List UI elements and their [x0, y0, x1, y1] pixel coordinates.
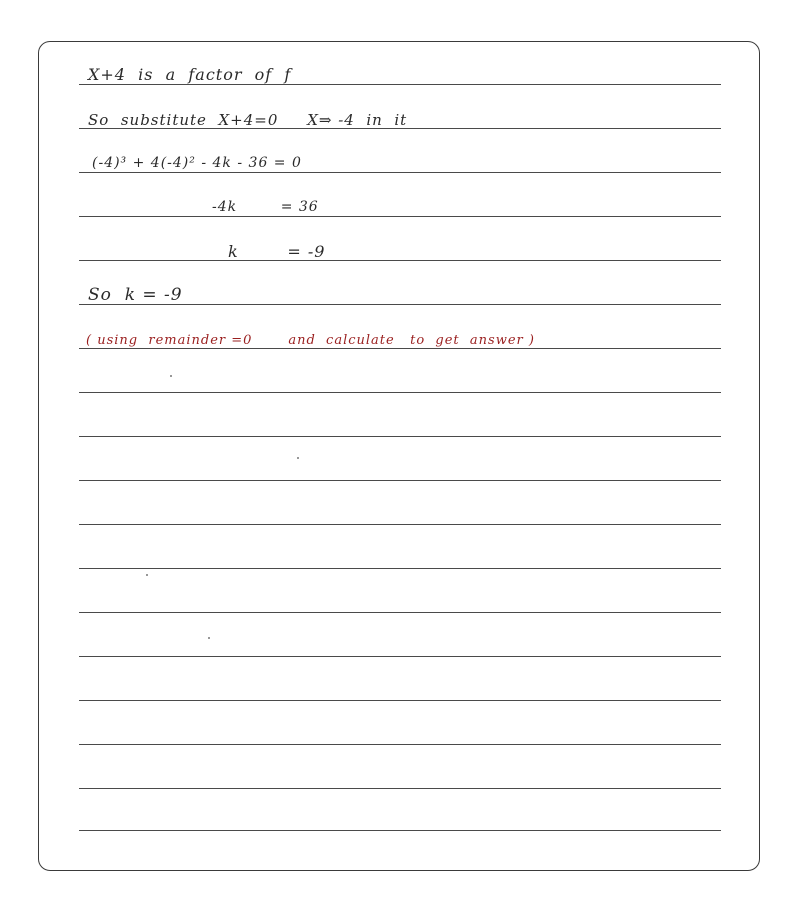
- ruled-line: [79, 480, 721, 481]
- ruled-line: [79, 260, 721, 261]
- handwritten-line-substitute: So substitute X+4=0 X⇒ -4 in it: [88, 111, 408, 129]
- ruled-line: [79, 392, 721, 393]
- ruled-line: [79, 216, 721, 217]
- paper-speck: [170, 375, 172, 377]
- ruled-line: [79, 744, 721, 745]
- red-feedback-note: ( using remainder =0 and calculate to get answer ): [86, 333, 535, 348]
- ruled-line: [79, 524, 721, 525]
- ruled-line: [79, 436, 721, 437]
- ruled-line: [79, 612, 721, 613]
- handwritten-line-solve: k = -9: [228, 242, 326, 261]
- ruled-line: [79, 788, 721, 789]
- ruled-line: [79, 830, 721, 831]
- handwritten-line-equation: (-4)³ + 4(-4)² - 4k - 36 = 0: [92, 155, 302, 171]
- handwritten-line-factor: X+4 is a factor of f: [88, 65, 292, 84]
- ruled-line: [79, 700, 721, 701]
- ruled-line: [79, 656, 721, 657]
- handwritten-line-answer: So k = -9: [88, 285, 183, 305]
- ruled-line: [79, 84, 721, 85]
- ruled-line: [79, 348, 721, 349]
- ruled-line: [79, 172, 721, 173]
- paper-speck: [208, 637, 210, 639]
- paper-speck: [297, 457, 299, 459]
- ruled-line: [79, 568, 721, 569]
- handwritten-line-simplify: -4k = 36: [212, 199, 319, 215]
- paper-speck: [146, 574, 148, 576]
